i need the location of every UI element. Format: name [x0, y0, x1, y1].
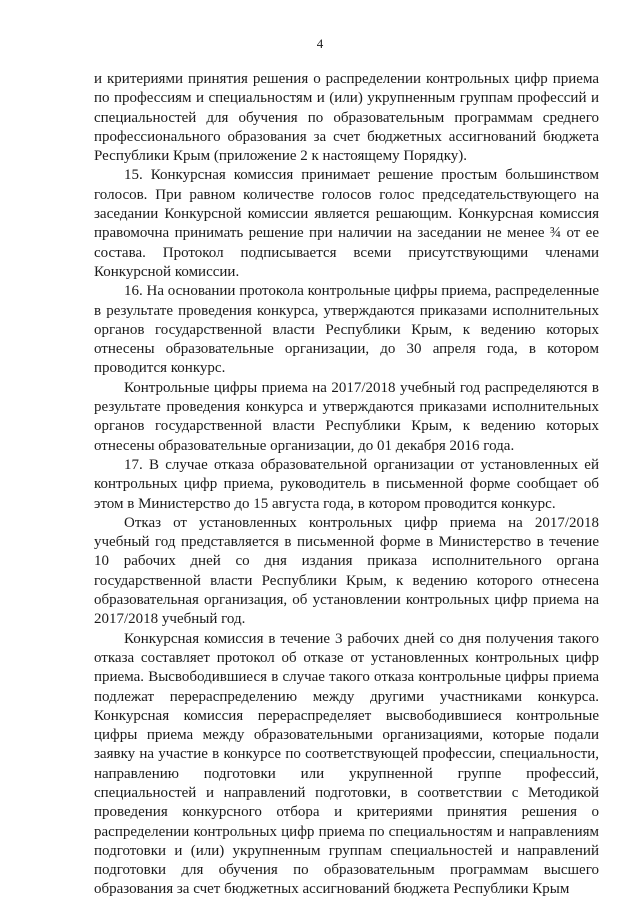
paragraph-continuation: и критериями принятия решения о распределении контрольных цифр приема по профессиям и специальностям и (или) укрупненным группам профессий и специальностей для обучения по образовательным программам среднего профессионального образования за счет бюджетных ассигнований бюджета Республики Крым (приложение 2 к настоящему Порядку). — [94, 71, 599, 165]
paragraph-item-15: 15. Конкурсная комиссия принимает решение простым большинством голосов. При равном количестве голосов голос председательствующего на заседании Конкурсной комиссии является решающим. Конкурсная комиссия правомочна принимать решение при наличии на заседании не менее ¾ от ее состава. Протокол подписывается всеми присутствующими членами Конкурсной комиссии. — [94, 167, 599, 280]
paragraph-item-16: 16. На основании протокола контрольные цифры приема, распределенные в результате проведения конкурса, утверждаются приказами исполнительных органов государственной власти Республики Крым, к ведению которых отнесены образовательные организации, до 30 апреля года, в котором проводится конкурс. — [94, 283, 599, 377]
paragraph-refusal: Отказ от установленных контрольных цифр приема на 2017/2018 учебный год представляется в письменной форме в Министерство в течение 10 рабочих дней со дня издания приказа исполнительного органа государственной власти Республики Крым, к ведению которого отнесена образовательная организация, об установлении контрольных цифр приема на 2017/2018 учебный год. — [94, 514, 599, 628]
paragraph-item-17: 17. В случае отказа образовательной организации от установленных ей контрольных цифр приема, руководитель в письменной форме сообщает об этом в Министерство до 15 августа года, в котором проводится конкурс. — [94, 456, 599, 512]
page-number: 4 — [316, 36, 324, 51]
document-body — [94, 70, 599, 900]
paragraph-control-figures: Контрольные цифры приема на 2017/2018 учебный год распределяются в результате проведения конкурса и утверждаются приказами исполнительных органов государственной власти Республики Крым, к ведению которых отнесены образовательные организации, до 01 декабря 2016 года. — [94, 379, 599, 454]
paragraph-commission-protocol: Конкурсная комиссия в течение 3 рабочих дней со дня получения такого отказа составляет протокол об отказе от установленных контрольных цифр приема. Высвободившиеся в случае такого отказа контрольные цифры приема подлежат перераспределению между другими участниками конкурса. Конкурсная комиссия перераспределяет высвободившиеся контрольные цифры приема между образовательными организациями, которые подали заявку на участие в конкурсе по соответствующей профессии, специальности, направлению подготовки или укрупненной группе профессий, специальностей и направлений подготовки, в соответствии с Методикой проведения конкурсного отбора и критериями принятия решения о распределении контрольных цифр приема по специальностям и направлениям подготовки и (или) укрупненным группам специальностей и направлений подготовки для обучения по образовательным программам высшего образования за счет бюджетных ассигнований бюджета Республики Крым — [94, 630, 599, 898]
